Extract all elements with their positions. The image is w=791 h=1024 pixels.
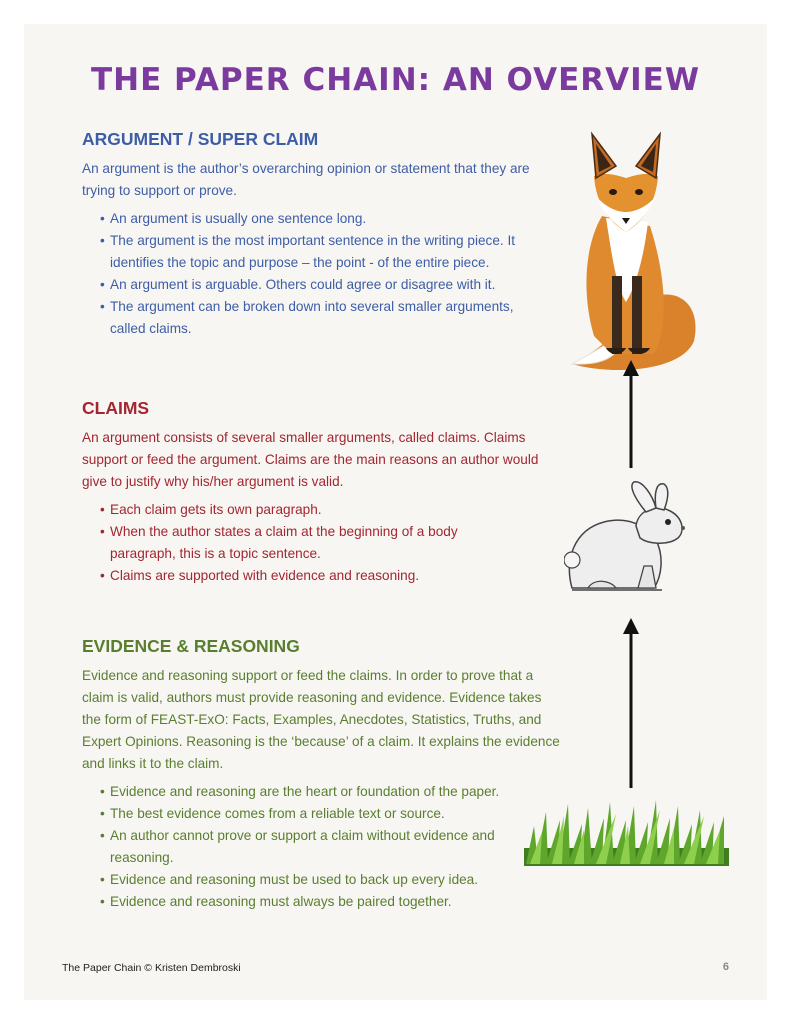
list-item: • Evidence and reasoning must always be paired together. (100, 891, 560, 913)
fox-illustration (554, 126, 704, 372)
page (24, 24, 767, 1000)
rabbit-illustration (564, 480, 694, 596)
list-item: • The argument can be broken down into several smaller arguments, called claims. (100, 296, 547, 340)
grass-illustration (524, 796, 729, 866)
footer-credit: The Paper Chain © Kristen Dembroski (62, 962, 241, 974)
claims-heading: CLAIMS (82, 398, 150, 418)
list-item: • Claims are supported with evidence and reasoning. (100, 565, 480, 587)
argument-intro: An argument is the author’s overarching opinion or statement that they are trying to support or prove. (82, 161, 530, 198)
list-item: • An argument is usually one sentence long. (100, 208, 547, 230)
argument-heading: ARGUMENT / SUPER CLAIM (82, 129, 319, 149)
list-item: • When the author states a claim at the beginning of a body paragraph, this is a topic sentence. (100, 521, 480, 565)
list-item: • An author cannot prove or support a claim without evidence and reasoning. (100, 825, 500, 869)
evidence-section (82, 636, 560, 913)
list-item: • Evidence and reasoning are the heart or foundation of the paper. (100, 781, 560, 803)
arrow-up-icon (619, 616, 643, 790)
argument-section (82, 129, 547, 340)
arrow-up-icon (619, 358, 643, 470)
evidence-intro: Evidence and reasoning support or feed the claims. In order to prove that a claim is valid, authors must provide reasoning and evidence. Evidence takes the form of FEAST-ExO: Facts, Examples, Anecdotes, Statistics, Truths, and Expert Opinions. Reasoning is the ‘because’ of a claim. It explains the evidence and links it to the claim. (82, 668, 560, 771)
claims-bullets (82, 499, 480, 587)
page-number: 6 (722, 961, 729, 973)
claims-intro: An argument consists of several smaller arguments, called claims. Claims support or feed the argument. Claims are the main reasons an author would give to justify why his/her argument is valid. (82, 430, 539, 489)
list-item: • The argument is the most important sentence in the writing piece. It identifies the topic and purpose – the point - of the entire piece. (100, 230, 547, 274)
list-item: • Evidence and reasoning must be used to back up every idea. (100, 869, 560, 891)
page-title: THE PAPER CHAIN: AN OVERVIEW (90, 62, 701, 98)
list-item: • The best evidence comes from a reliable text or source. (100, 803, 560, 825)
evidence-heading: EVIDENCE & REASONING (82, 636, 300, 656)
argument-bullets (82, 208, 547, 340)
evidence-bullets (82, 781, 560, 913)
list-item: • Each claim gets its own paragraph. (100, 499, 480, 521)
claims-section (82, 398, 550, 587)
list-item: • An argument is arguable. Others could agree or disagree with it. (100, 274, 547, 296)
